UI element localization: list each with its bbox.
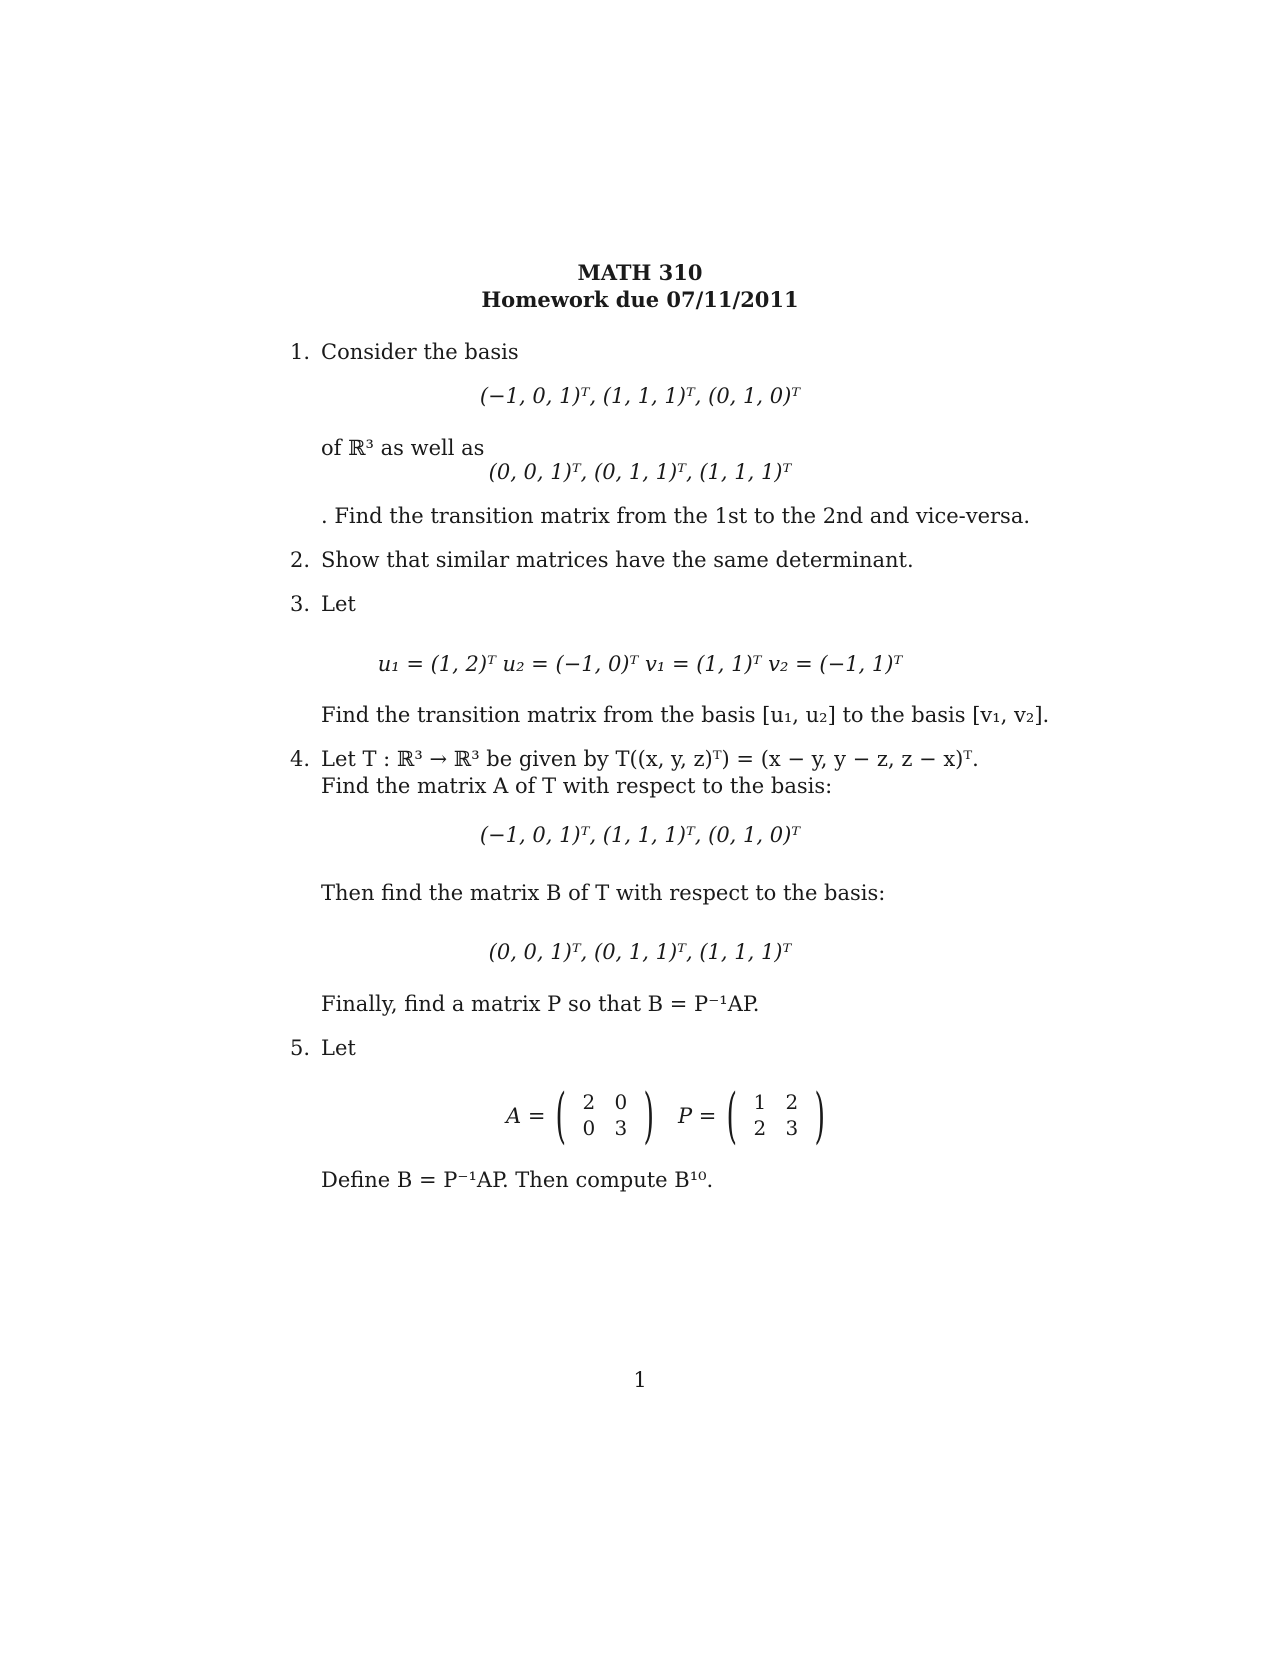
matrix-p-label: P = bbox=[678, 1104, 717, 1128]
matrix-p bbox=[744, 1090, 808, 1142]
matrix-p-equation bbox=[678, 1081, 831, 1151]
matrix-p-cell: 2 bbox=[753, 1116, 767, 1140]
problem-4-line-3: Then find the matrix B of T with respect to the basis: bbox=[321, 881, 886, 905]
matrix-a-cell: 3 bbox=[614, 1116, 628, 1140]
problem-1-basis-2: (0, 0, 1)ᵀ, (0, 1, 1)ᵀ, (1, 1, 1)ᵀ bbox=[488, 460, 792, 484]
problem-4-basis-2: (0, 0, 1)ᵀ, (0, 1, 1)ᵀ, (1, 1, 1)ᵀ bbox=[488, 940, 792, 964]
course-title: MATH 310 bbox=[577, 260, 703, 285]
problem-4-line-2: Find the matrix A of T with respect to the basis: bbox=[321, 774, 833, 798]
right-paren-a: ) bbox=[643, 1081, 654, 1151]
matrix-a-label: A = bbox=[506, 1104, 546, 1128]
problem-2-text: Show that similar matrices have the same determinant. bbox=[321, 548, 914, 572]
problem-5-number: 5. bbox=[290, 1036, 311, 1060]
matrix-a-cell: 2 bbox=[582, 1090, 596, 1114]
problem-1-number: 1. bbox=[290, 340, 311, 364]
problem-3-number: 3. bbox=[290, 592, 311, 616]
problem-3-intro: Let bbox=[321, 592, 356, 616]
problem-4-number: 4. bbox=[290, 747, 311, 771]
matrix-p-cell: 2 bbox=[785, 1090, 799, 1114]
problem-4-basis-1: (−1, 0, 1)ᵀ, (1, 1, 1)ᵀ, (0, 1, 0)ᵀ bbox=[479, 823, 801, 847]
problem-1-intro: Consider the basis bbox=[321, 340, 519, 364]
problem-5-task: Define B = P⁻¹AP. Then compute B¹⁰. bbox=[321, 1168, 714, 1192]
matrix-a-cell: 0 bbox=[614, 1090, 628, 1114]
problem-1-task: . Find the transition matrix from the 1st to the 2nd and vice-versa. bbox=[321, 504, 1031, 528]
problem-3-vectors: u₁ = (1, 2)ᵀ u₂ = (−1, 0)ᵀ v₁ = (1, 1)ᵀ v₂ = (−1, 1)ᵀ bbox=[377, 652, 903, 676]
problem-1-basis-1: (−1, 0, 1)ᵀ, (1, 1, 1)ᵀ, (0, 1, 0)ᵀ bbox=[479, 384, 801, 408]
matrix-a bbox=[573, 1090, 637, 1142]
matrix-p-cell: 3 bbox=[785, 1116, 799, 1140]
left-paren-p: ( bbox=[726, 1081, 738, 1151]
page-number: 1 bbox=[633, 1368, 647, 1392]
problem-2-number: 2. bbox=[290, 548, 311, 572]
homework-subtitle: Homework due 07/11/2011 bbox=[481, 287, 799, 312]
problem-5-intro: Let bbox=[321, 1036, 356, 1060]
matrix-a-equation bbox=[506, 1081, 660, 1151]
matrix-a-cell: 0 bbox=[582, 1116, 596, 1140]
right-paren-p: ) bbox=[814, 1081, 825, 1151]
left-paren-a: ( bbox=[555, 1081, 567, 1151]
problem-4-line-4: Finally, find a matrix P so that B = P⁻¹AP. bbox=[321, 992, 760, 1016]
matrix-p-cell: 1 bbox=[753, 1090, 767, 1114]
problem-4-line-1: Let T : ℝ³ → ℝ³ be given by T((x, y, z)ᵀ) = (x − y, y − z, z − x)ᵀ. bbox=[321, 747, 979, 771]
problem-3-task: Find the transition matrix from the basis [u₁, u₂] to the basis [v₁, v₂]. bbox=[321, 703, 1050, 727]
problem-1-of-text: of ℝ³ as well as bbox=[321, 436, 485, 460]
